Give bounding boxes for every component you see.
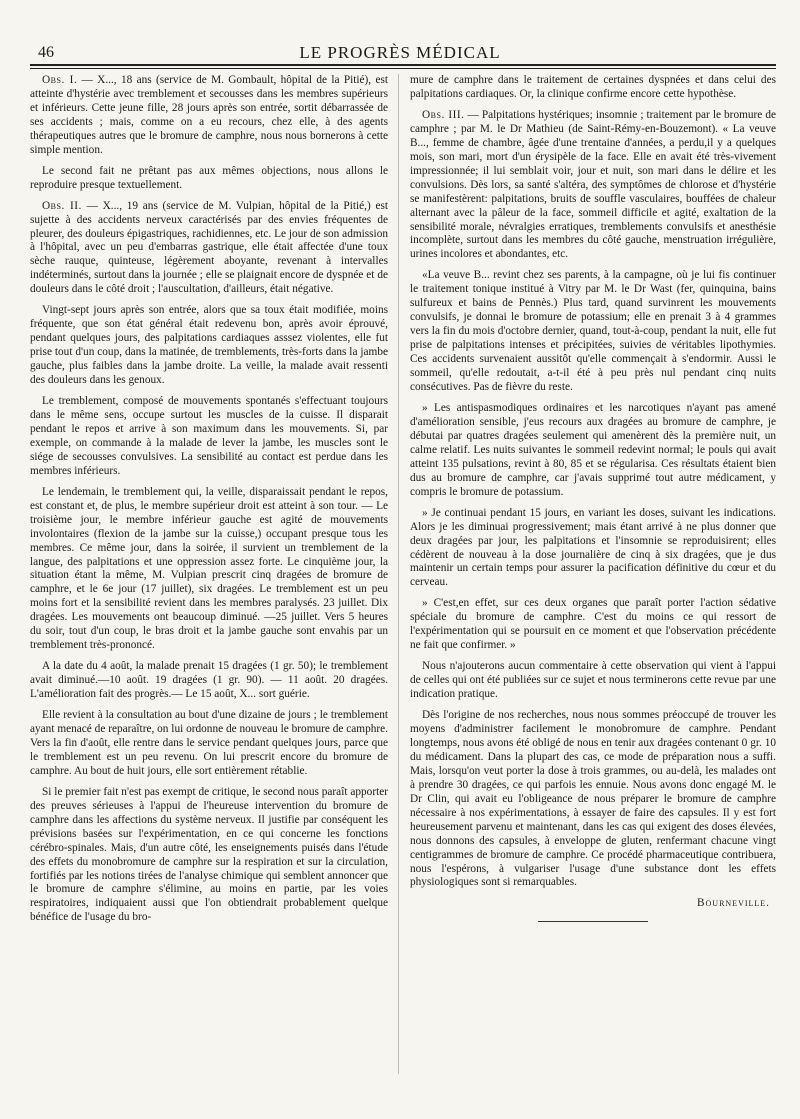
- paragraph-text: Si le premier fait n'est pas exempt de critique, le second nous paraît apporter des preuves sérieuses à l'appui de l'heureuse intervention du bromure de camphre dans les affections du système nerveux. Il justifie par conséquent les prévisions basées sur l'expérimentation, en ce qui concerne les fonctions cérébro-spinales. Mais, d'un autre côté, les enseignements puisés dans l'étude des effets du monobromure de camphre sur la respiration et sur la circulation, fortifiés par les notions tirées de l'analyse chimique qui semblent annoncer que le bromure de camphre s'élimine, au moins en partie, par les voies respiratoires, indiquaient aussi que l'on obtiendrait probablement quelque bénéfice de l'usage du bro-: [30, 785, 388, 924]
- body-paragraph: [410, 507, 776, 591]
- observation-paragraph: [410, 109, 776, 262]
- body-paragraph: [410, 660, 776, 702]
- body-paragraph: [30, 786, 388, 926]
- paragraph-text: Le tremblement, composé de mouvements spontanés s'effectuant toujours dans le même sens, occupe surtout les muscles de la cuisse. Il disparait pendant le repos et arrive à son maximum dans les mouvements. Si, par exemple, on commande à la malade de lever la jambe, les muscles sont le siége de secousses convulsives. La sensibilité au contact est perdue dans les membres inférieurs.: [30, 395, 388, 477]
- author-signature: Bourneville.: [696, 897, 770, 910]
- body-paragraph: [30, 486, 388, 653]
- column-separator: [398, 74, 399, 1074]
- paragraph-text: Dès l'origine de nos recherches, nous nous sommes préoccupé de trouver les moyens d'administrer facilement le monobromure de camphre. Pendant longtemps, nous avons été obligé de nous en tenir aux dragées contenant 0 gr. 10 du médicament. Dans la plupart des cas, ce mode de préparation nous a suffi. Mais, lorsqu'on veut porter la dose à trois grammes, ou au-delà, les malades ont à prendre 30 dragées, ce qui parfois les ennuie. Nous avons donc engagé M. le Dr Clin, qui avait eu l'obligeance de nous préparer le bromure de camphre nécessaire à nos expérimentations, à essayer de faire des capsules. Il y est fort heureusement parvenu et maintenant, dans les cas qui exigent des doses élevées, nous donnons des capsules, à enveloppe de gluten, renfermant chacune vingt centigrammes de bromure de camphre. Ce procédé pharmaceutique contribuera, nous l'espérons, à vulgariser l'usage d'une substance dont les effets physiologiques sont si remarquables.: [410, 709, 776, 889]
- paragraph-text: » Les antispasmodiques ordinaires et les narcotiques n'ayant pas amené d'amélioration sensible, j'eus recours aux dragées au bromure de camphre, je débutai par quatres dragées seulement qui amenèrent dès la première nuit, un calme relatif. Les nuits suivantes le sommeil redevint normal; le pouls qui avait atteint 135 pulsations, revint à 80, 85 et se régularisa. Ces résultats étaient bien dus au bromure de camphre, car j'avais supprimé tout autre médicament, y compris le bromure de potassium.: [410, 401, 776, 498]
- journal-title: LE PROGRÈS MÉDICAL: [299, 43, 501, 62]
- paragraph-text: mure de camphre dans le traitement de certaines dyspnées et dans celui des palpitations cardiaques. Or, la clinique confirme encore cette hypothèse.: [410, 74, 776, 100]
- body-paragraph: [30, 660, 388, 702]
- paragraph-text: Vingt-sept jours après son entrée, alors que sa toux était modifiée, moins fréquente, que son état général était redevenu bon, après avoir éprouvé, pendant quelques jours, des palpitations cardiaques asssez violentes, elle fut prise tout d'un coup, dans la matinée, de tremblements, très-forts dans la jambe gauche, plus faibles dans la jambe droite. La veille, la malade avait ressenti des douleurs dans les genoux.: [30, 304, 388, 387]
- paragraph-text: — X..., 18 ans (service de M. Gombault, hôpital de la Pitié), est atteinte d'hystérie avec tremblement et secousses dans les membres supérieurs et inférieurs. Cette jeune fille, 28 jours après son entrée, sortit débarrassée de ses accidents ; mais, comme on a eu recours, chez elle, à des agents thérapeutiques autres que le bromure de camphre, nous nous bornerons à cette simple mention.: [30, 74, 388, 156]
- left-column: [30, 74, 388, 932]
- paragraph-text: — X..., 19 ans (service de M. Vulpian, hôpital de la Pitié,) est sujette à des accidents nerveux caractérisés par des envies fréquentes de pleurer, des douleurs épigastriques, rachidiennes, etc. Le jour de son admission à l'hôpital, avec un peu d'embarras gastrique, elle était affectée d'une toux sèche rauque, quinteuse, légèrement aboyante, revenant à intervalles indéterminés, surtout dans la journée ; elle se plaignait encore de dyspnée et de douleurs dans le côté droit ; l'auscultation, d'ailleurs, était négative.: [30, 199, 388, 296]
- paragraph-text: «La veuve B... revint chez ses parents, à la campagne, où je lui fis continuer le traitement tonique institué à Vitry par M. le Dr Wast (fer, quinquina, bains sulfureux et bains de Pennès.) Plus tard, quand survinrent les mouvements convulsifs, je donnai le bromure de potassium; elle en prenait 3 à 4 grammes vers la fin du mois d'octobre dernier, quand, tout-à-coup, pendant la nuit, elle fut prise de palpitations intenses et précipitées, suivies de véritables lipothymies. Ces accidents survenaient aussitôt qu'elle commençait à s'endormir. Aussi le sommeil, qu'elle redoutait, a-t-il été à peu près nul pendant cinq nuits consécutives. Pas de fièvre du reste.: [410, 269, 776, 394]
- body-paragraph: [30, 165, 388, 193]
- paragraph-text: » C'est,en effet, sur ces deux organes que paraît porter l'action sédative spéciale du bromure de camphre. C'est du moins ce qui ressort de l'expérimentation qui se poursuit en ce moment et que l'observation précédente ne fait que confirmer. »: [410, 597, 776, 652]
- page-header: [30, 42, 770, 64]
- body-paragraph: [410, 402, 776, 500]
- observation-label: Obs. II.: [42, 199, 82, 212]
- paragraph-text: A la date du 4 août, la malade prenait 15 dragées (1 gr. 50); le tremblement avait diminué.—10 août. 19 dragées (1 gr. 90). — 11 août. 20 dragées. L'amélioration fait des progrès.— Le 15 août, X... sort guérie.: [30, 660, 388, 701]
- body-paragraph: [410, 597, 776, 653]
- page-number: 46: [38, 44, 54, 61]
- paragraph-text: Le lendemain, le tremblement qui, la veille, disparaissait pendant le repos, est constant et, de plus, le membre supérieur droit est atteint à son tour. — Le troisième jour, le membre inférieur gauche est agité de mouvements involontaires (flexion de la jambe sur la cuisse,) occupant presque tous les membres. Ce même jour, dans la soirée, il survient un tremblement de la langue, des palpitations et une oppression assez forte. Le cinquième jour, la situation étant la même, M. Vulpian prescrit cinq dragées de bromure de camphre, et le 6e jour (17 juillet), six dragées. Le tremblement est un peu moins fort et la sensibilité revient dans les membres paralysés. 23 juillet. Dix dragées. Les mouvements ont beaucoup diminué. —25 juillet. Vers 5 heures du soir, tout d'un coup, le bras droit et la jambe gauche sont envahis par un tremblement très-prononcé.: [30, 485, 388, 652]
- end-rule: [538, 921, 648, 922]
- paragraph-text: Elle revient à la consultation au bout d'une dizaine de jours ; le tremblement ayant menacé de reparaître, on lui ordonne de nouveau le bromure de camphre. Vers la fin d'août, elle rentre dans le service pendant quelques jours, parce que le tremblement est un peu revenu. On lui prescrit encore du bromure de camphre. Au bout de huit jours, elle sort entièrement rétablie.: [30, 709, 388, 777]
- observation-paragraph: [30, 74, 388, 158]
- paragraph-text: Nous n'ajouterons aucun commentaire à cette observation qui vient à l'appui de celles qui ont été publiées sur ce sujet et nous terminerons cette revue par une indication pratique.: [410, 660, 776, 701]
- header-rule-thin: [30, 68, 776, 69]
- body-paragraph: [410, 74, 776, 102]
- body-paragraph: [30, 395, 388, 479]
- body-paragraph: [410, 709, 776, 890]
- observation-paragraph: [30, 200, 388, 298]
- paragraph-text: — Palpitations hystériques; insomnie ; traitement par le bromure de camphre ; par M. le Dr Mathieu (de Saint-Rémy-en-Bouzemont). « La veuve B..., femme de chambre, âgée d'une trentaine d'années, a perdu,il y a quelques mois, son mari, mort d'un érysipèle de la face. Elle en avait été très-vivement impressionnée; il lui semblait voir, jour et nuit, son mari dans le délire et les convulsions. Dès lors, sa santé s'altéra, des symptômes de chlorose et d'hystérie se manifestèrent: palpitations, bruits de souffle vasculaires, bouffées de chaleur alternant avec la pâleur de la face, sommeil difficile et agité, exaltation de la sensibilité morale, névralgies erratiques, tremblements convulsifs et anesthésie incomplète, surtout dans les membres du côté gauche, menstruation irrégulière, urines incolores et abondantes, etc.: [410, 108, 777, 261]
- body-paragraph: [30, 709, 388, 779]
- body-paragraph: [30, 304, 388, 388]
- right-column: [410, 74, 776, 922]
- paragraph-text: » Je continuai pendant 15 jours, en variant les doses, suivant les indications. Alors je les diminuai progressivement; mais étant arrivé à ne plus donner que deux dragées par jour, les palpitations et l'insomnie se reproduisirent; elles cédèrent de nouveau à la dose journalière de cinq à six dragées, que je dus maintenir un certain temps pour assurer la pacification définitive du cœur et du cerveau.: [410, 506, 776, 589]
- observation-label: Obs. I.: [42, 74, 78, 86]
- body-paragraph: [410, 269, 776, 395]
- header-rule: [30, 64, 776, 66]
- paragraph-text: Le second fait ne prêtant pas aux mêmes objections, nous allons le reproduire presque textuellement.: [30, 164, 388, 191]
- right-paragraphs: [410, 74, 776, 890]
- observation-label: Obs. III.: [422, 108, 465, 121]
